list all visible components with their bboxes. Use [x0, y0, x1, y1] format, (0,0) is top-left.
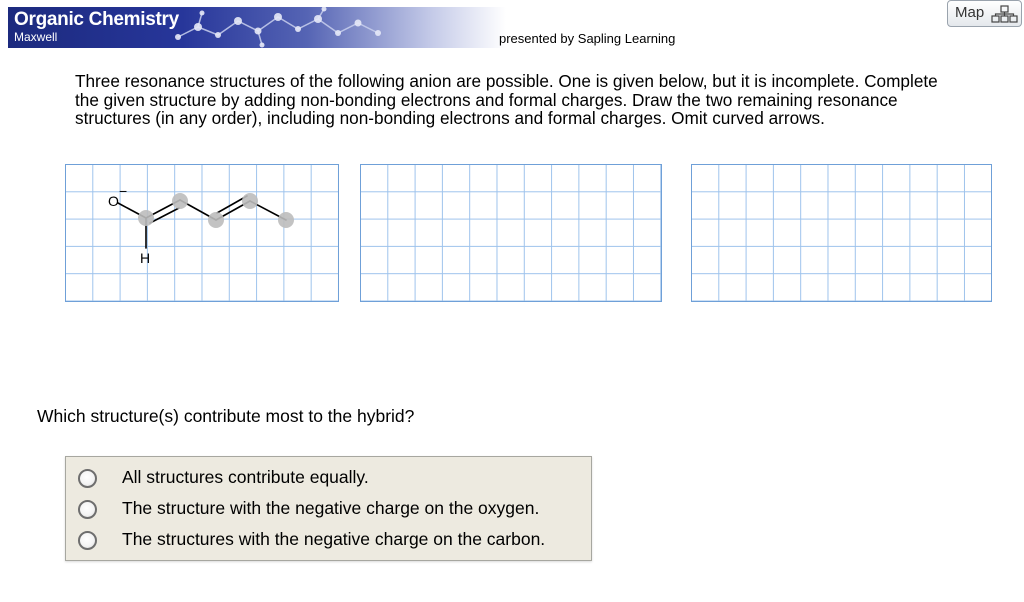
molecule-decoration [158, 7, 418, 48]
map-button[interactable] [947, 0, 1022, 27]
option-label: The structure with the negative charge on the oxygen. [122, 498, 540, 518]
answer-options [65, 456, 592, 561]
drawing-area-1[interactable] [65, 164, 339, 302]
question-text: Three resonance structures of the following anion are possible. One is given below, but it is incomplete. Complete the given structure by adding non-bonding electrons and formal charges. Draw the two remaining resonance structures (in any order), including non-bonding electrons and formal charges. Omit curved arrows. [75, 71, 938, 128]
radio-button[interactable] [78, 531, 97, 550]
drawing-area-3[interactable] [691, 164, 992, 302]
radio-button[interactable] [78, 500, 97, 519]
radio-button[interactable] [78, 469, 97, 488]
structure-1-drawing [66, 165, 340, 303]
course-banner [8, 7, 506, 48]
hybrid-question: Which structure(s) contribute most to the hybrid? [37, 406, 415, 426]
option-charge-on-carbon[interactable] [78, 529, 583, 555]
sitemap-icon [991, 5, 1019, 23]
course-title: Organic Chemistry [14, 9, 179, 30]
option-all-equal[interactable] [78, 467, 583, 493]
option-label: The structures with the negative charge on the carbon. [122, 529, 546, 549]
formal-charge: − [119, 183, 128, 199]
map-button-label: Map [955, 4, 985, 21]
oxygen-atom: O [108, 193, 119, 209]
presented-by: presented by Sapling Learning [499, 31, 676, 46]
hydrogen-atom: H [140, 250, 151, 266]
drawing-area-2[interactable] [360, 164, 662, 302]
course-author: Maxwell [14, 30, 58, 44]
option-label: All structures contribute equally. [122, 467, 369, 487]
option-charge-on-oxygen[interactable] [78, 498, 583, 524]
